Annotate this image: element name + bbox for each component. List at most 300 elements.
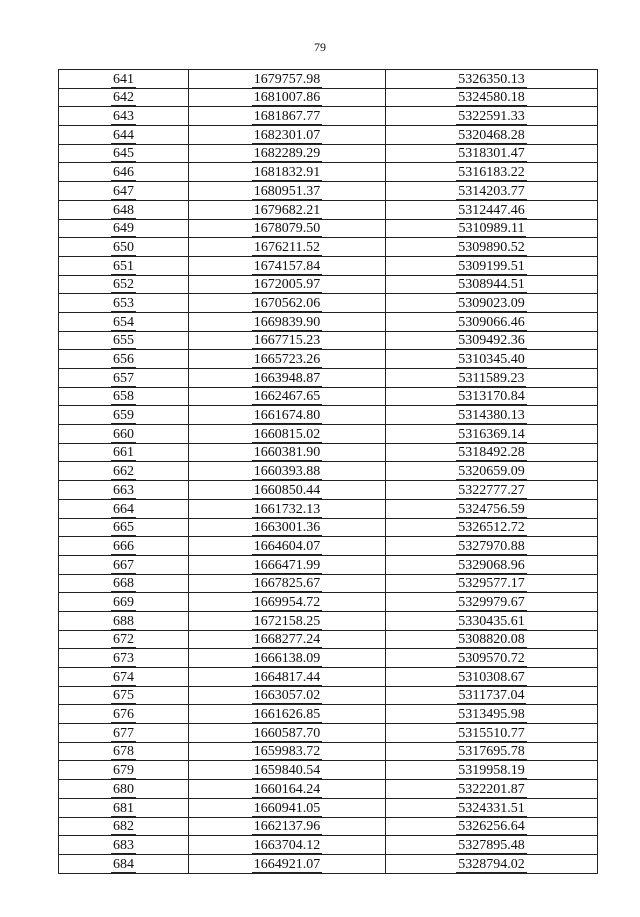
cell-value: 1680951.37 bbox=[253, 183, 321, 199]
cell-value: 5320468.28 bbox=[458, 127, 525, 143]
table-row bbox=[59, 462, 598, 481]
cell-value: 5313170.84 bbox=[458, 389, 525, 405]
x-coordinate-cell bbox=[189, 331, 386, 350]
cell-value: 1667825.67 bbox=[253, 576, 321, 592]
coordinates-table-body bbox=[59, 70, 598, 874]
cell-value: 659 bbox=[113, 408, 134, 424]
cell-value: 5309890.52 bbox=[458, 239, 525, 255]
table-row bbox=[59, 481, 598, 500]
cell-value: 668 bbox=[113, 576, 134, 592]
cell-value: 5318492.28 bbox=[458, 445, 525, 461]
point-number-cell bbox=[59, 219, 189, 238]
x-coordinate-cell bbox=[189, 518, 386, 537]
y-coordinate-cell bbox=[386, 481, 598, 500]
table-row bbox=[59, 144, 598, 163]
y-coordinate-cell bbox=[386, 425, 598, 444]
table-row bbox=[59, 331, 598, 350]
table-row bbox=[59, 88, 598, 107]
cell-value: 657 bbox=[113, 370, 134, 386]
x-coordinate-cell bbox=[189, 294, 386, 313]
point-number-cell bbox=[59, 238, 189, 257]
point-number-cell bbox=[59, 499, 189, 518]
x-coordinate-cell bbox=[189, 724, 386, 743]
y-coordinate-cell bbox=[386, 555, 598, 574]
table-row bbox=[59, 107, 598, 126]
table-row bbox=[59, 593, 598, 612]
table-row bbox=[59, 649, 598, 668]
y-coordinate-cell bbox=[386, 798, 598, 817]
table-row bbox=[59, 705, 598, 724]
y-coordinate-cell bbox=[386, 294, 598, 313]
x-coordinate-cell bbox=[189, 275, 386, 294]
cell-value: 1661732.13 bbox=[253, 501, 321, 517]
point-number-cell bbox=[59, 70, 189, 89]
cell-value: 679 bbox=[113, 763, 134, 779]
table-row bbox=[59, 219, 598, 238]
cell-value: 5314380.13 bbox=[458, 408, 525, 424]
y-coordinate-cell bbox=[386, 742, 598, 761]
cell-value: 1679682.21 bbox=[253, 202, 321, 218]
cell-value: 651 bbox=[113, 258, 134, 274]
table-row bbox=[59, 854, 598, 873]
cell-value: 5327895.48 bbox=[458, 837, 525, 853]
point-number-cell bbox=[59, 854, 189, 873]
cell-value: 688 bbox=[113, 613, 134, 629]
point-number-cell bbox=[59, 462, 189, 481]
point-number-cell bbox=[59, 126, 189, 145]
x-coordinate-cell bbox=[189, 630, 386, 649]
x-coordinate-cell bbox=[189, 798, 386, 817]
table-row bbox=[59, 742, 598, 761]
point-number-cell bbox=[59, 649, 189, 668]
x-coordinate-cell bbox=[189, 144, 386, 163]
cell-value: 5309023.09 bbox=[458, 295, 525, 311]
cell-value: 680 bbox=[113, 781, 134, 797]
y-coordinate-cell bbox=[386, 649, 598, 668]
x-coordinate-cell bbox=[189, 462, 386, 481]
cell-value: 5329979.67 bbox=[458, 594, 525, 610]
point-number-cell bbox=[59, 668, 189, 687]
cell-value: 1661626.85 bbox=[253, 707, 321, 723]
cell-value: 660 bbox=[113, 426, 134, 442]
x-coordinate-cell bbox=[189, 238, 386, 257]
point-number-cell bbox=[59, 798, 189, 817]
cell-value: 654 bbox=[113, 314, 134, 330]
point-number-cell bbox=[59, 425, 189, 444]
cell-value: 5309066.46 bbox=[458, 314, 525, 330]
y-coordinate-cell bbox=[386, 443, 598, 462]
cell-value: 5320659.09 bbox=[458, 464, 525, 480]
cell-value: 665 bbox=[113, 520, 134, 536]
cell-value: 664 bbox=[113, 501, 134, 517]
cell-value: 1663948.87 bbox=[253, 370, 321, 386]
cell-value: 673 bbox=[113, 651, 134, 666]
y-coordinate-cell bbox=[386, 854, 598, 873]
cell-value: 1682289.29 bbox=[253, 146, 321, 162]
x-coordinate-cell bbox=[189, 649, 386, 668]
table-row bbox=[59, 836, 598, 855]
point-number-cell bbox=[59, 275, 189, 294]
x-coordinate-cell bbox=[189, 499, 386, 518]
y-coordinate-cell bbox=[386, 144, 598, 163]
cell-value: 658 bbox=[113, 389, 134, 405]
y-coordinate-cell bbox=[386, 705, 598, 724]
cell-value: 681 bbox=[113, 800, 134, 816]
point-number-cell bbox=[59, 817, 189, 836]
x-coordinate-cell bbox=[189, 481, 386, 500]
point-number-cell bbox=[59, 724, 189, 743]
x-coordinate-cell bbox=[189, 611, 386, 630]
x-coordinate-cell bbox=[189, 593, 386, 612]
cell-value: 5311737.04 bbox=[458, 688, 525, 704]
point-number-cell bbox=[59, 182, 189, 201]
cell-value: 5328794.02 bbox=[458, 856, 525, 872]
cell-value: 655 bbox=[113, 333, 134, 349]
x-coordinate-cell bbox=[189, 705, 386, 724]
cell-value: 1666471.99 bbox=[253, 557, 321, 573]
table-row bbox=[59, 574, 598, 593]
table-row bbox=[59, 312, 598, 331]
y-coordinate-cell bbox=[386, 537, 598, 556]
cell-value: 672 bbox=[113, 632, 134, 648]
table-row bbox=[59, 668, 598, 687]
y-coordinate-cell bbox=[386, 256, 598, 275]
cell-value: 1667715.23 bbox=[253, 333, 321, 349]
point-number-cell bbox=[59, 705, 189, 724]
point-number-cell bbox=[59, 518, 189, 537]
y-coordinate-cell bbox=[386, 499, 598, 518]
table-row bbox=[59, 238, 598, 257]
x-coordinate-cell bbox=[189, 574, 386, 593]
table-row bbox=[59, 256, 598, 275]
cell-value: 1660941.05 bbox=[253, 800, 321, 816]
table-row bbox=[59, 70, 598, 89]
y-coordinate-cell bbox=[386, 88, 598, 107]
table-row bbox=[59, 537, 598, 556]
y-coordinate-cell bbox=[386, 836, 598, 855]
point-number-cell bbox=[59, 611, 189, 630]
x-coordinate-cell bbox=[189, 312, 386, 331]
y-coordinate-cell bbox=[386, 387, 598, 406]
cell-value: 1660587.70 bbox=[253, 725, 321, 741]
y-coordinate-cell bbox=[386, 312, 598, 331]
table-row bbox=[59, 182, 598, 201]
table-row bbox=[59, 126, 598, 145]
cell-value: 1660381.90 bbox=[253, 445, 321, 461]
cell-value: 5317695.78 bbox=[458, 744, 525, 760]
cell-value: 667 bbox=[113, 557, 134, 573]
cell-value: 5324580.18 bbox=[458, 90, 525, 106]
cell-value: 663 bbox=[113, 482, 134, 498]
cell-value: 649 bbox=[113, 221, 134, 237]
cell-value: 1669954.72 bbox=[253, 594, 321, 610]
coordinates-table bbox=[58, 69, 598, 874]
point-number-cell bbox=[59, 107, 189, 126]
table-row bbox=[59, 555, 598, 574]
point-number-cell bbox=[59, 294, 189, 313]
cell-value: 1663704.12 bbox=[253, 837, 321, 853]
cell-value: 5322201.87 bbox=[458, 781, 525, 797]
y-coordinate-cell bbox=[386, 219, 598, 238]
cell-value: 5315510.77 bbox=[458, 725, 525, 741]
cell-value: 5309570.72 bbox=[458, 651, 525, 666]
cell-value: 1669839.90 bbox=[253, 314, 321, 330]
cell-value: 1664921.07 bbox=[253, 856, 321, 872]
table-row bbox=[59, 425, 598, 444]
x-coordinate-cell bbox=[189, 126, 386, 145]
cell-value: 1674157.84 bbox=[253, 258, 321, 274]
table-row bbox=[59, 499, 598, 518]
cell-value: 5309199.51 bbox=[458, 258, 525, 274]
point-number-cell bbox=[59, 481, 189, 500]
cell-value: 5311589.23 bbox=[458, 370, 525, 386]
cell-value: 1681867.77 bbox=[253, 109, 321, 125]
cell-value: 656 bbox=[113, 352, 134, 367]
cell-value: 666 bbox=[113, 538, 134, 554]
x-coordinate-cell bbox=[189, 668, 386, 687]
cell-value: 641 bbox=[113, 71, 134, 87]
cell-value: 5308820.08 bbox=[458, 632, 525, 648]
table-row bbox=[59, 294, 598, 313]
cell-value: 5316369.14 bbox=[458, 426, 525, 442]
cell-value: 5322777.27 bbox=[458, 482, 525, 498]
table-row bbox=[59, 443, 598, 462]
y-coordinate-cell bbox=[386, 331, 598, 350]
x-coordinate-cell bbox=[189, 163, 386, 182]
cell-value: 675 bbox=[113, 688, 134, 704]
point-number-cell bbox=[59, 331, 189, 350]
x-coordinate-cell bbox=[189, 425, 386, 444]
cell-value: 683 bbox=[113, 837, 134, 853]
cell-value: 652 bbox=[113, 277, 134, 293]
point-number-cell bbox=[59, 761, 189, 780]
y-coordinate-cell bbox=[386, 611, 598, 630]
point-number-cell bbox=[59, 780, 189, 799]
point-number-cell bbox=[59, 200, 189, 219]
x-coordinate-cell bbox=[189, 219, 386, 238]
cell-value: 5324331.51 bbox=[458, 800, 525, 816]
point-number-cell bbox=[59, 406, 189, 425]
point-number-cell bbox=[59, 593, 189, 612]
cell-value: 5310308.67 bbox=[458, 669, 525, 685]
table-row bbox=[59, 350, 598, 369]
table-row bbox=[59, 761, 598, 780]
cell-value: 5313495.98 bbox=[458, 707, 525, 723]
cell-value: 645 bbox=[113, 146, 134, 162]
cell-value: 647 bbox=[113, 183, 134, 199]
point-number-cell bbox=[59, 312, 189, 331]
cell-value: 5312447.46 bbox=[458, 202, 525, 218]
cell-value: 5326256.64 bbox=[458, 819, 525, 835]
cell-value: 676 bbox=[113, 707, 134, 723]
x-coordinate-cell bbox=[189, 555, 386, 574]
cell-value: 1670562.06 bbox=[253, 295, 321, 311]
cell-value: 1665723.26 bbox=[253, 352, 321, 367]
cell-value: 682 bbox=[113, 819, 134, 835]
y-coordinate-cell bbox=[386, 70, 598, 89]
cell-value: 5326350.13 bbox=[458, 71, 525, 87]
y-coordinate-cell bbox=[386, 107, 598, 126]
cell-value: 5324756.59 bbox=[458, 501, 525, 517]
cell-value: 653 bbox=[113, 295, 134, 311]
cell-value: 1659840.54 bbox=[253, 763, 321, 779]
y-coordinate-cell bbox=[386, 238, 598, 257]
x-coordinate-cell bbox=[189, 107, 386, 126]
cell-value: 662 bbox=[113, 464, 134, 480]
point-number-cell bbox=[59, 630, 189, 649]
table-row bbox=[59, 406, 598, 425]
cell-value: 1672158.25 bbox=[253, 613, 321, 629]
x-coordinate-cell bbox=[189, 742, 386, 761]
y-coordinate-cell bbox=[386, 686, 598, 705]
point-number-cell bbox=[59, 742, 189, 761]
cell-value: 650 bbox=[113, 239, 134, 255]
table-row bbox=[59, 724, 598, 743]
cell-value: 674 bbox=[113, 669, 134, 685]
table-row bbox=[59, 275, 598, 294]
x-coordinate-cell bbox=[189, 256, 386, 275]
table-row bbox=[59, 369, 598, 388]
y-coordinate-cell bbox=[386, 724, 598, 743]
cell-value: 1663057.02 bbox=[253, 688, 321, 704]
cell-value: 678 bbox=[113, 744, 134, 760]
point-number-cell bbox=[59, 537, 189, 556]
cell-value: 1682301.07 bbox=[253, 127, 321, 143]
y-coordinate-cell bbox=[386, 593, 598, 612]
cell-value: 669 bbox=[113, 594, 134, 610]
table-row bbox=[59, 798, 598, 817]
page-number: 79 bbox=[314, 40, 326, 54]
x-coordinate-cell bbox=[189, 369, 386, 388]
y-coordinate-cell bbox=[386, 369, 598, 388]
table-row bbox=[59, 630, 598, 649]
point-number-cell bbox=[59, 369, 189, 388]
table-row bbox=[59, 686, 598, 705]
cell-value: 1678079.50 bbox=[253, 221, 321, 237]
point-number-cell bbox=[59, 686, 189, 705]
point-number-cell bbox=[59, 387, 189, 406]
cell-value: 5327970.88 bbox=[458, 538, 525, 554]
x-coordinate-cell bbox=[189, 70, 386, 89]
y-coordinate-cell bbox=[386, 630, 598, 649]
cell-value: 1664817.44 bbox=[253, 669, 321, 685]
table-row bbox=[59, 780, 598, 799]
cell-value: 648 bbox=[113, 202, 134, 218]
cell-value: 5330435.61 bbox=[458, 613, 525, 629]
point-number-cell bbox=[59, 88, 189, 107]
cell-value: 5310345.40 bbox=[458, 352, 525, 367]
cell-value: 1660850.44 bbox=[253, 482, 321, 498]
point-number-cell bbox=[59, 836, 189, 855]
y-coordinate-cell bbox=[386, 200, 598, 219]
cell-value: 684 bbox=[113, 856, 134, 872]
y-coordinate-cell bbox=[386, 275, 598, 294]
cell-value: 5309492.36 bbox=[458, 333, 525, 349]
cell-value: 643 bbox=[113, 109, 134, 125]
cell-value: 642 bbox=[113, 90, 134, 106]
y-coordinate-cell bbox=[386, 668, 598, 687]
cell-value: 1660815.02 bbox=[253, 426, 321, 442]
cell-value: 5314203.77 bbox=[458, 183, 525, 199]
x-coordinate-cell bbox=[189, 88, 386, 107]
cell-value: 677 bbox=[113, 725, 134, 741]
point-number-cell bbox=[59, 144, 189, 163]
point-number-cell bbox=[59, 163, 189, 182]
cell-value: 5308944.51 bbox=[458, 277, 525, 293]
x-coordinate-cell bbox=[189, 387, 386, 406]
y-coordinate-cell bbox=[386, 780, 598, 799]
cell-value: 1659983.72 bbox=[253, 744, 321, 760]
x-coordinate-cell bbox=[189, 686, 386, 705]
table-row bbox=[59, 611, 598, 630]
y-coordinate-cell bbox=[386, 462, 598, 481]
x-coordinate-cell bbox=[189, 406, 386, 425]
x-coordinate-cell bbox=[189, 443, 386, 462]
table-row bbox=[59, 200, 598, 219]
y-coordinate-cell bbox=[386, 126, 598, 145]
x-coordinate-cell bbox=[189, 537, 386, 556]
cell-value: 5316183.22 bbox=[458, 165, 525, 181]
cell-value: 5326512.72 bbox=[458, 520, 525, 536]
point-number-cell bbox=[59, 256, 189, 275]
x-coordinate-cell bbox=[189, 817, 386, 836]
y-coordinate-cell bbox=[386, 182, 598, 201]
cell-value: 5329577.17 bbox=[458, 576, 525, 592]
x-coordinate-cell bbox=[189, 761, 386, 780]
cell-value: 5319958.19 bbox=[458, 763, 525, 779]
point-number-cell bbox=[59, 350, 189, 369]
y-coordinate-cell bbox=[386, 406, 598, 425]
cell-value: 661 bbox=[113, 445, 134, 461]
cell-value: 1666138.09 bbox=[253, 651, 321, 666]
x-coordinate-cell bbox=[189, 854, 386, 873]
cell-value: 5318301.47 bbox=[458, 146, 525, 162]
x-coordinate-cell bbox=[189, 836, 386, 855]
table-row bbox=[59, 387, 598, 406]
y-coordinate-cell bbox=[386, 761, 598, 780]
cell-value: 1660393.88 bbox=[253, 464, 321, 480]
cell-value: 1672005.97 bbox=[253, 277, 321, 293]
cell-value: 646 bbox=[113, 165, 134, 181]
point-number-cell bbox=[59, 443, 189, 462]
cell-value: 1681007.86 bbox=[253, 90, 321, 106]
x-coordinate-cell bbox=[189, 350, 386, 369]
cell-value: 1676211.52 bbox=[254, 239, 320, 255]
cell-value: 1662467.65 bbox=[253, 389, 321, 405]
y-coordinate-cell bbox=[386, 574, 598, 593]
y-coordinate-cell bbox=[386, 163, 598, 182]
x-coordinate-cell bbox=[189, 780, 386, 799]
cell-value: 1660164.24 bbox=[253, 781, 321, 797]
cell-value: 1661674.80 bbox=[253, 408, 321, 424]
cell-value: 5310989.11 bbox=[458, 221, 525, 237]
cell-value: 1679757.98 bbox=[253, 71, 321, 87]
x-coordinate-cell bbox=[189, 182, 386, 201]
table-row bbox=[59, 817, 598, 836]
point-number-cell bbox=[59, 574, 189, 593]
cell-value: 644 bbox=[113, 127, 134, 143]
table-row bbox=[59, 163, 598, 182]
cell-value: 5329068.96 bbox=[458, 557, 525, 573]
x-coordinate-cell bbox=[189, 200, 386, 219]
point-number-cell bbox=[59, 555, 189, 574]
table-row bbox=[59, 518, 598, 537]
cell-value: 1663001.36 bbox=[253, 520, 321, 536]
y-coordinate-cell bbox=[386, 518, 598, 537]
cell-value: 1664604.07 bbox=[253, 538, 321, 554]
cell-value: 1668277.24 bbox=[253, 632, 321, 648]
y-coordinate-cell bbox=[386, 817, 598, 836]
